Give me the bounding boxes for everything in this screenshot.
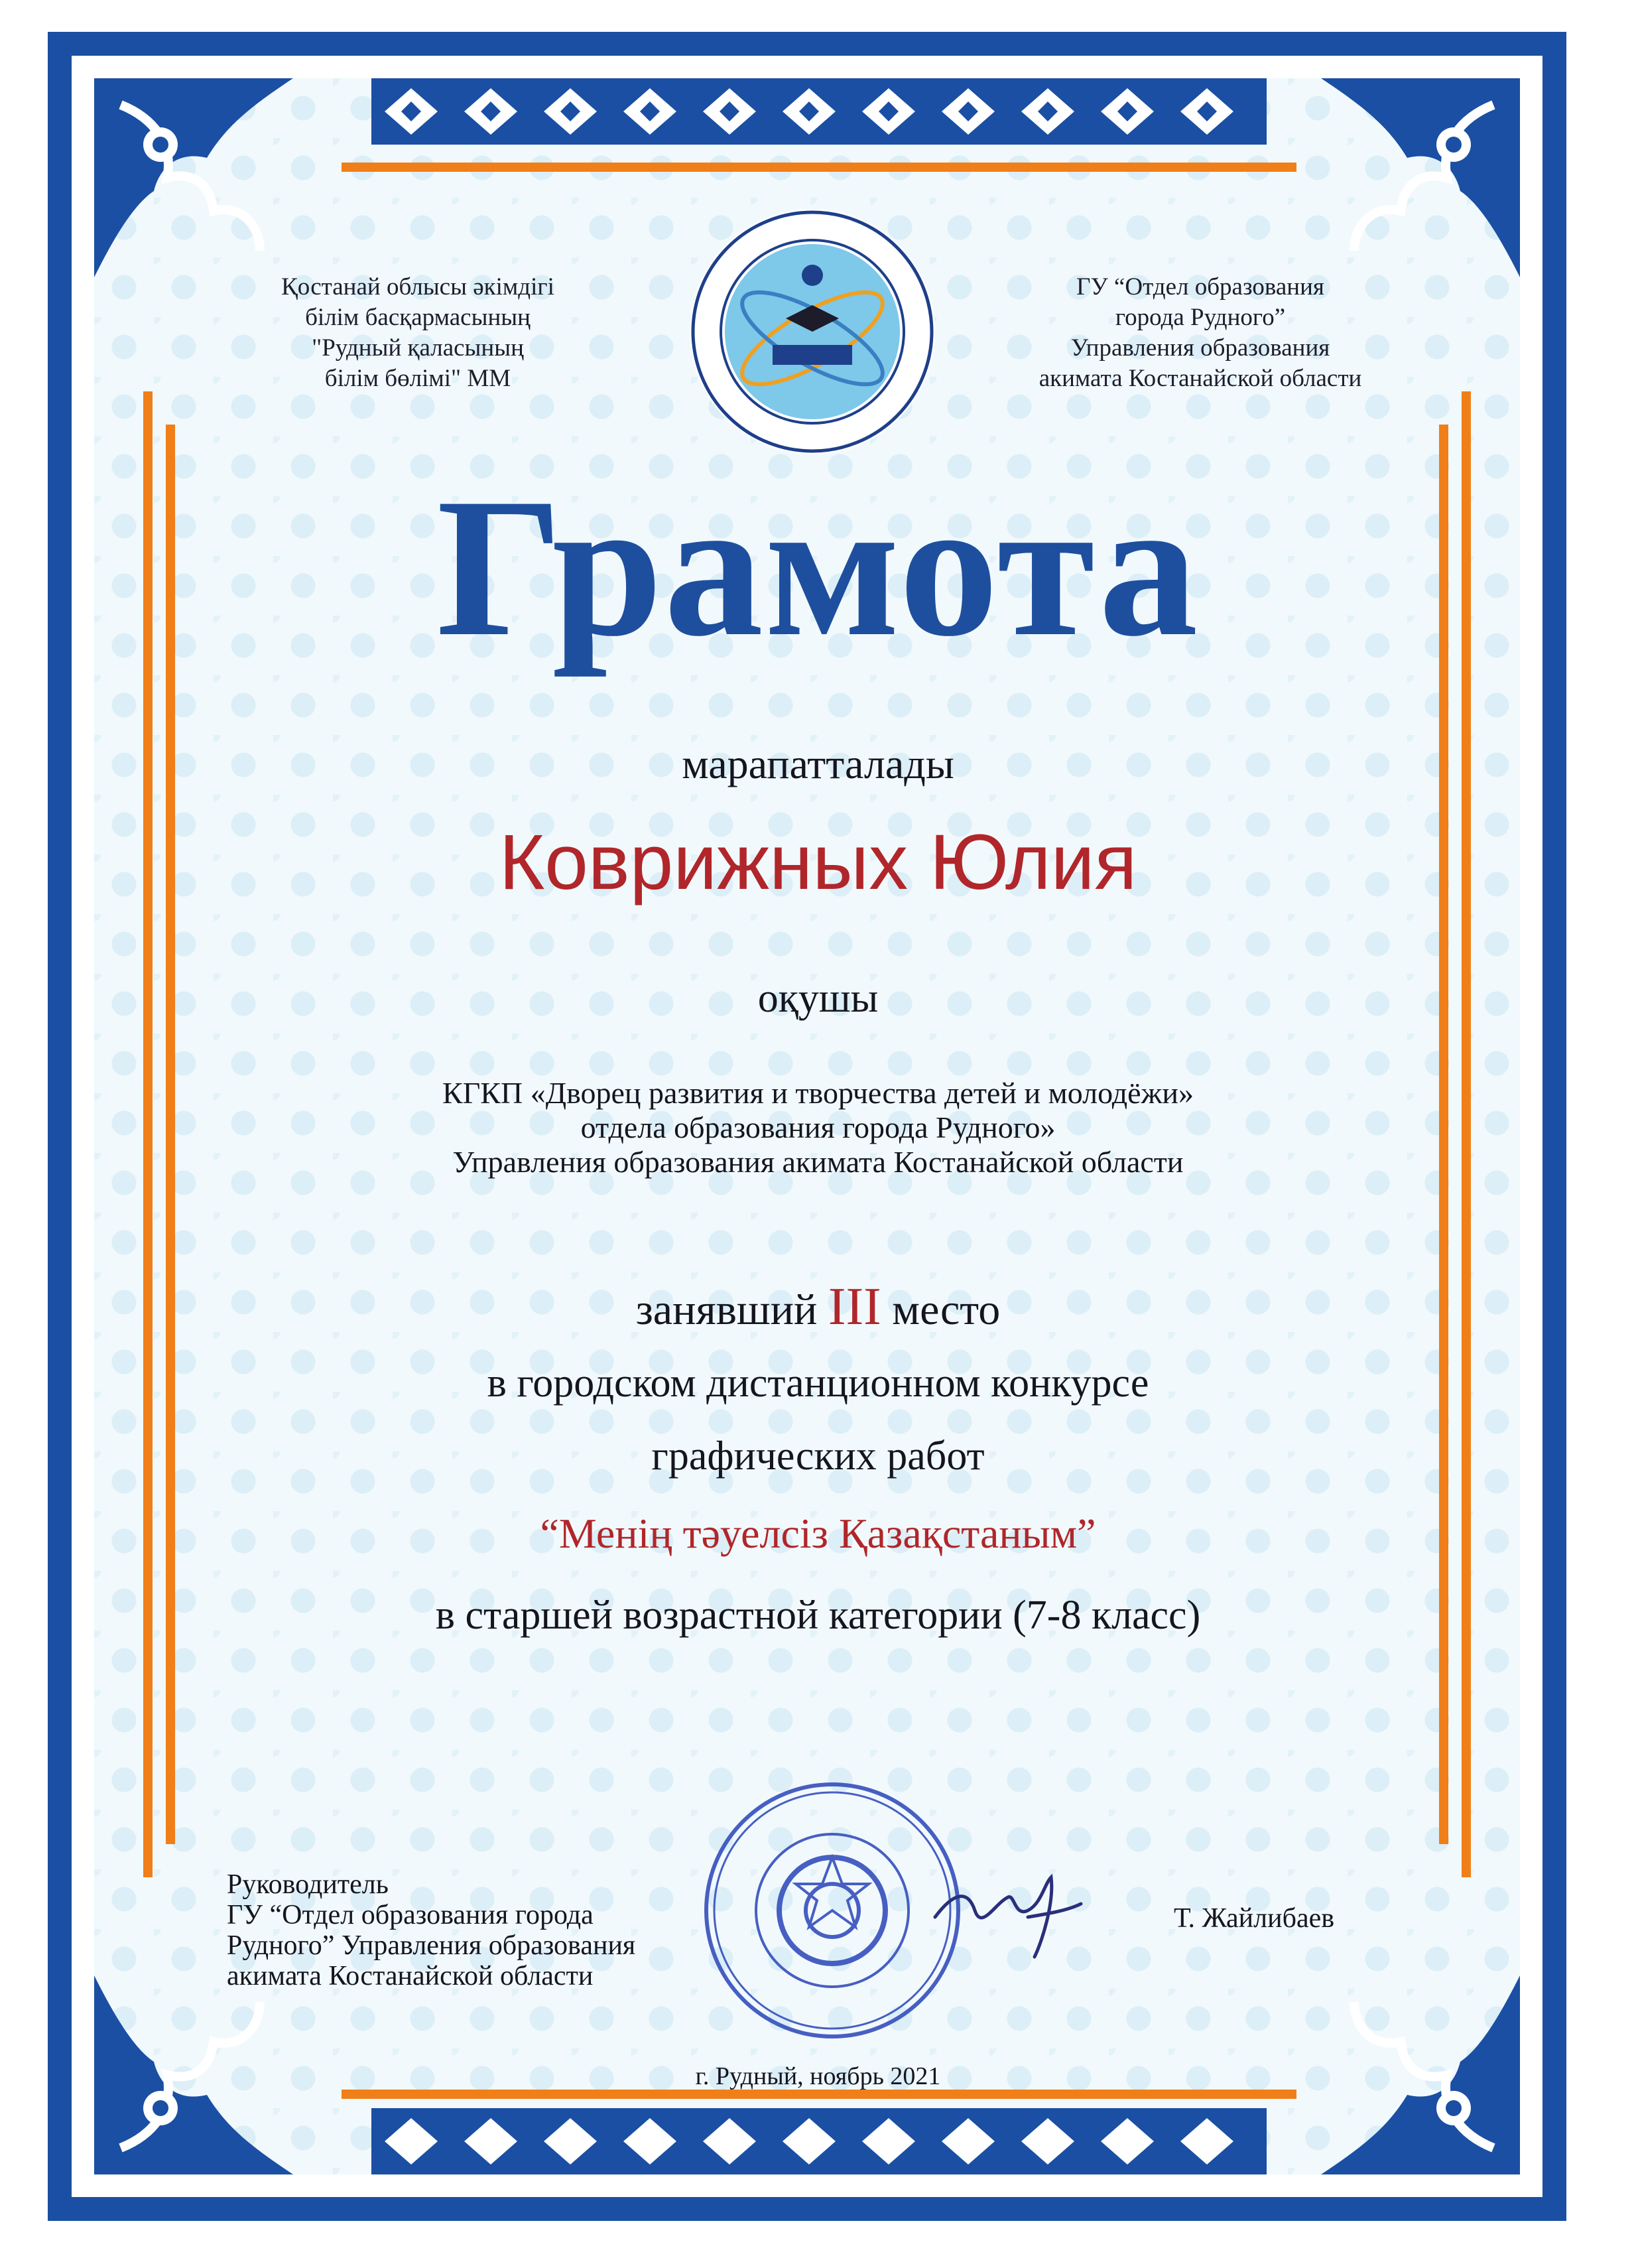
place-line (0, 1277, 1636, 1337)
place-number: III (828, 1278, 881, 1336)
organization-line: КГКП «Дворец развития и творчества детей и молодёжи» (442, 1076, 1194, 1110)
orange-rule-bottom (342, 2090, 1296, 2099)
place-before: занявший (635, 1286, 818, 1334)
competition-line-1: в городском дистанционном конкурсе (487, 1361, 1149, 1406)
contest-name: “Менің тәуелсіз Қазақстаным” (540, 1510, 1096, 1557)
header-right-russian: ГУ “Отдел образования города Рудного” Управления образования акимата Костанайской области (1038, 273, 1362, 392)
education-department-emblem (686, 206, 938, 458)
recipient-name: Коврижных Юлия (499, 819, 1137, 906)
header-left-kazakh: Қостанай облысы әкімдігі білім басқармасының "Рудный қаласының білім бөлімі" ММ (281, 273, 554, 392)
orange-rule-top (342, 163, 1296, 172)
place-and-date: г. Рудный, ноябрь 2021 (695, 2062, 941, 2090)
awarded-text: марапатталады (682, 740, 954, 787)
place-after: место (892, 1286, 1001, 1334)
certificate-title: Грамота (436, 457, 1200, 677)
organization-block (0, 1076, 1636, 1179)
competition-line-2: графических работ (651, 1434, 985, 1479)
signer-name: Т. Жайлибаев (1174, 1903, 1335, 1934)
bottom-ornament-band (371, 2108, 1267, 2174)
organization-line: Управления образования акимата Костанайской области (452, 1145, 1184, 1179)
handwritten-signature (928, 1864, 1088, 1964)
organization-line: отдела образования города Рудного» (580, 1110, 1056, 1144)
signatory-title: Руководитель ГУ “Отдел образования города Рудного” Управления образования акимата Костанайской области (227, 1869, 636, 1991)
age-category: в старшей возрастной категории (7-8 класс) (435, 1593, 1201, 1638)
top-ornament-band (371, 78, 1267, 145)
recipient-role: оқушы (757, 976, 879, 1021)
